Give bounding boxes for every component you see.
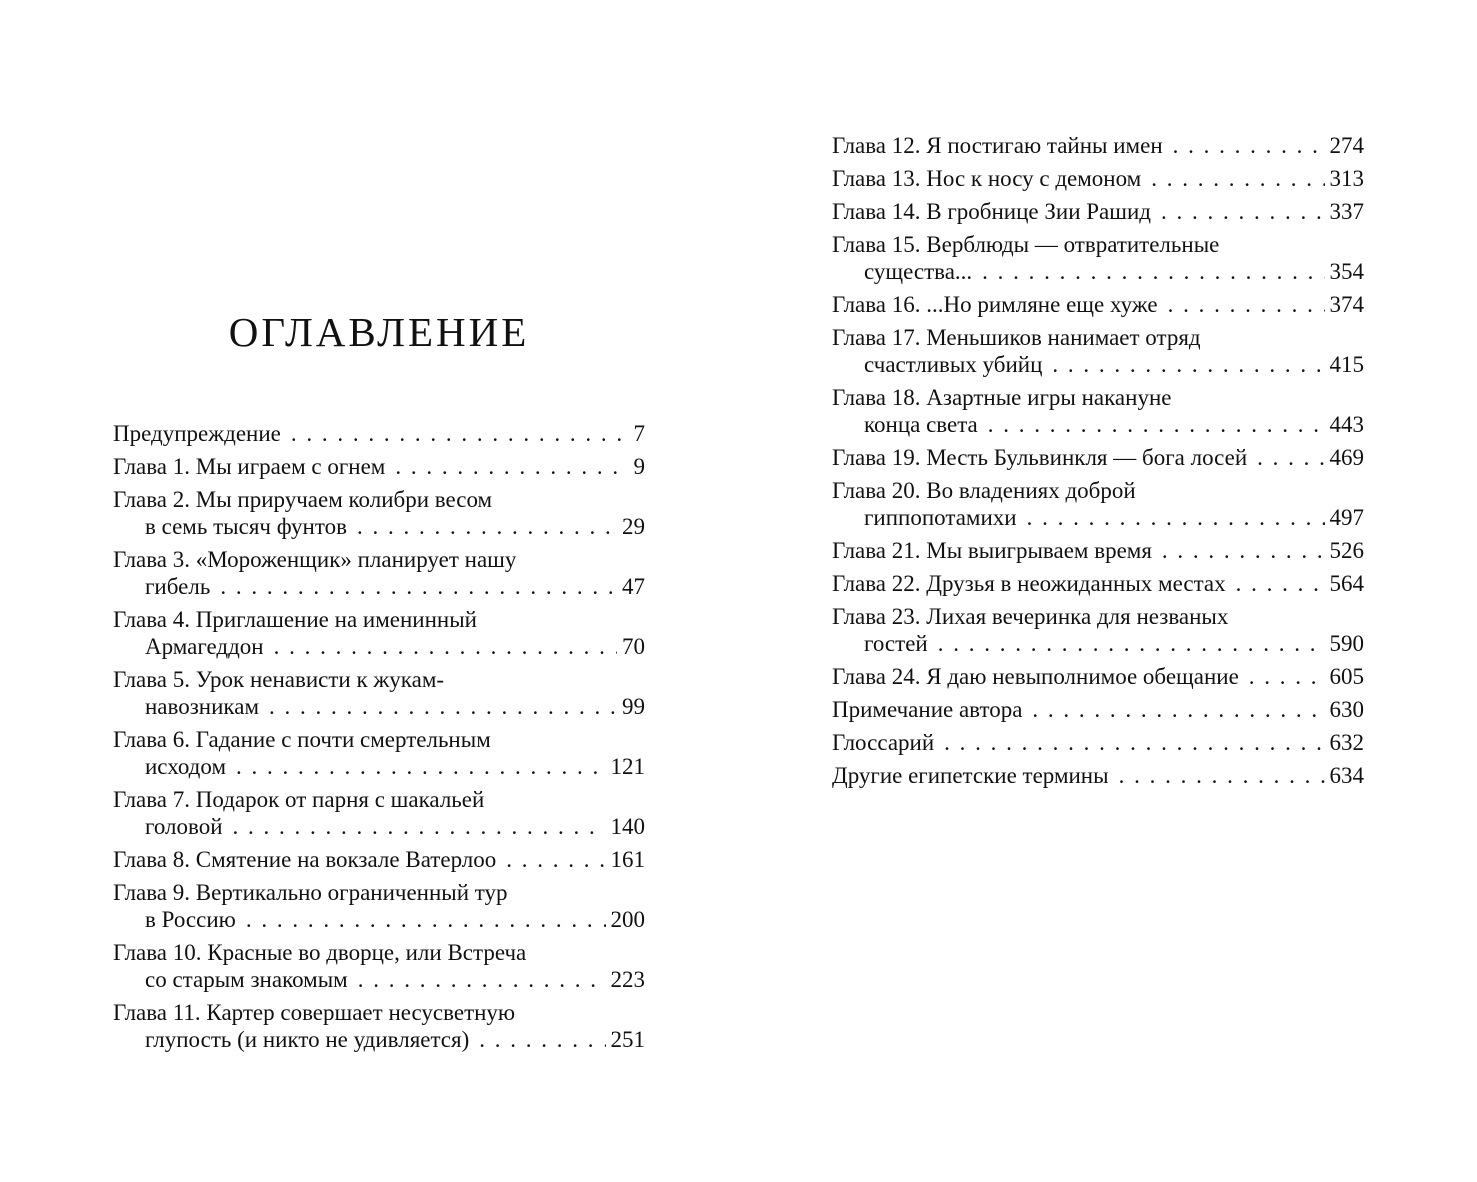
dot-leader: [1168, 291, 1325, 318]
toc-page-number: 140: [610, 814, 645, 839]
toc-entry-line: [113, 486, 645, 513]
toc-page-number: 590: [1329, 631, 1364, 656]
toc-page-number: 354: [1329, 259, 1364, 284]
toc-entry-title: Глава 19. Месть Бульвинкля — бога лосей: [832, 445, 1248, 470]
dot-leader: [1173, 132, 1325, 159]
toc-entry-title: Глава 9. Вертикально ограниченный тур: [113, 880, 508, 905]
dot-leader: [1151, 165, 1324, 192]
toc-entry-line: [113, 606, 645, 633]
toc-entry-title: Глава 8. Смятение на вокзале Ватерлоо: [113, 847, 497, 872]
dot-leader: [236, 753, 606, 780]
dot-leader: [246, 906, 606, 933]
dot-leader: [982, 258, 1324, 285]
dot-leader: [220, 573, 617, 600]
toc-entry-line: [113, 846, 645, 873]
dot-leader: [1119, 762, 1325, 789]
toc-entry: [832, 729, 1364, 756]
toc-entry-line: [113, 999, 645, 1026]
toc-page-number: 313: [1329, 166, 1364, 191]
dot-leader: [1052, 351, 1324, 378]
toc-entry-line: [832, 165, 1364, 192]
toc-entry-line: [832, 537, 1364, 564]
dot-leader: [479, 1026, 605, 1053]
toc-entry: [113, 999, 645, 1053]
toc-entry-line: [113, 813, 645, 840]
dot-leader: [1236, 570, 1325, 597]
toc-entry-title: Глава 20. Во владениях доброй: [832, 478, 1136, 503]
toc-entry: [832, 231, 1364, 285]
toc-entry-line: [832, 444, 1364, 471]
toc-entry-line: [832, 762, 1364, 789]
toc-entry-title: Глава 23. Лихая вечеринка для незваных: [832, 604, 1229, 629]
toc-entry-title: Глава 7. Подарок от парня с шакальей: [113, 787, 485, 812]
toc-entry-line: [832, 477, 1364, 504]
toc-entry-line: [832, 663, 1364, 690]
dot-leader: [395, 453, 628, 480]
toc-page-number: 29: [622, 514, 645, 539]
dot-leader: [357, 513, 617, 540]
toc-entry-line: [832, 411, 1364, 438]
toc-entry-title: исходом: [145, 754, 226, 779]
toc-page-number: 564: [1329, 571, 1364, 596]
toc-entry-line: [113, 753, 645, 780]
toc-page-number: 121: [610, 754, 645, 779]
toc-entry-title: Глава 22. Друзья в неожиданных местах: [832, 571, 1226, 596]
toc-entry-title: счастливых убийц: [864, 352, 1043, 377]
toc-entry-title: Глава 4. Приглашение на именинный: [113, 607, 477, 632]
toc-page-number: 70: [622, 634, 645, 659]
toc-entry-line: [832, 198, 1364, 225]
toc-entry: [113, 486, 645, 540]
toc-entry-title: Предупреждение: [113, 421, 281, 446]
toc-entry: [832, 477, 1364, 531]
toc-entry-line: [832, 729, 1364, 756]
toc-page-number: 497: [1329, 505, 1364, 530]
toc-entry: [832, 696, 1364, 723]
toc-page-number: 274: [1329, 133, 1364, 158]
toc-entry-line: [113, 666, 645, 693]
toc-entry-line: [832, 504, 1364, 531]
toc-entry-line: [832, 603, 1364, 630]
toc-entry: [113, 846, 645, 873]
dot-leader: [269, 693, 617, 720]
dot-leader: [358, 966, 606, 993]
toc-entry: [113, 420, 645, 447]
toc-page-number: 443: [1329, 412, 1364, 437]
toc-entry-title: Глава 15. Верблюды — отвратительные: [832, 232, 1220, 257]
toc-entry-line: [113, 726, 645, 753]
toc-entry-line: [832, 258, 1364, 285]
toc-entry-title: гостей: [864, 631, 928, 656]
toc-entry: [113, 939, 645, 993]
toc-entry-line: [832, 132, 1364, 159]
toc-entry-title: со старым знакомым: [145, 967, 348, 992]
toc-entry-title: Глава 11. Картер совершает несусветную: [113, 1000, 516, 1025]
toc-entry-title: Глава 2. Мы приручаем колибри весом: [113, 487, 493, 512]
toc-entry-line: [832, 630, 1364, 657]
toc-entry-line: [113, 693, 645, 720]
toc-entry-title: навозникам: [145, 694, 260, 719]
toc-entry-line: [113, 966, 645, 993]
toc-entry-line: [832, 231, 1364, 258]
toc-entry: [832, 384, 1364, 438]
dot-leader: [1032, 696, 1324, 723]
toc-entry-title: Глава 6. Гадание с почти смертельным: [113, 727, 491, 752]
toc-entry-line: [832, 384, 1364, 411]
toc-entry: [832, 537, 1364, 564]
toc-entry-title: Глава 17. Меньшиков нанимает отряд: [832, 325, 1201, 350]
toc-entry-title: Армагеддон: [145, 634, 264, 659]
toc-entry-line: [832, 351, 1364, 378]
toc-entry: [113, 606, 645, 660]
dot-leader: [274, 633, 617, 660]
toc-entry-line: [113, 786, 645, 813]
toc-entry: [113, 786, 645, 840]
toc-entry-line: [113, 939, 645, 966]
toc-entry: [832, 570, 1364, 597]
dot-leader: [233, 813, 606, 840]
dot-leader: [988, 411, 1325, 438]
dot-leader: [1162, 537, 1325, 564]
toc-page-number: 7: [633, 421, 645, 446]
toc-entry-title: глупость (и никто не удивляется): [145, 1027, 470, 1052]
toc-entry: [113, 453, 645, 480]
toc-column-right: [832, 132, 1364, 795]
toc-entry: [832, 762, 1364, 789]
toc-entry-title: Глава 5. Урок ненависти к жукам-: [113, 667, 445, 692]
toc-page-number: 634: [1329, 763, 1364, 788]
toc-entry-line: [113, 906, 645, 933]
toc-entry-title: в Россию: [145, 907, 236, 932]
dot-leader: [1249, 663, 1325, 690]
toc-entry-title: Глава 24. Я даю невыполнимое обещание: [832, 664, 1239, 689]
toc-entry-title: Глава 13. Нос к носу с демоном: [832, 166, 1142, 191]
dot-leader: [1257, 444, 1324, 471]
dot-leader: [1161, 198, 1325, 225]
dot-leader: [506, 846, 605, 873]
toc-page-number: 161: [610, 847, 645, 872]
toc-entry-title: конца света: [864, 412, 978, 437]
toc-entry-title: в семь тысяч фунтов: [145, 514, 347, 539]
toc-page-number: 632: [1329, 730, 1364, 755]
toc-page-number: 526: [1329, 538, 1364, 563]
page-title: ОГЛАВЛЕНИЕ: [228, 309, 530, 355]
toc-page-number: 99: [622, 694, 645, 719]
toc-entry-title: Примечание автора: [832, 697, 1023, 722]
toc-page-number: 469: [1329, 445, 1364, 470]
toc-entry-line: [832, 570, 1364, 597]
toc-entry-line: [832, 291, 1364, 318]
toc-entry: [832, 663, 1364, 690]
toc-entry: [113, 666, 645, 720]
toc-entry-line: [113, 1026, 645, 1053]
toc-entry-line: [113, 546, 645, 573]
toc-entry-title: Глава 3. «Мороженщик» планирует нашу: [113, 547, 517, 572]
toc-entry-title: головой: [145, 814, 223, 839]
toc-entry-line: [113, 453, 645, 480]
toc-page-number: 630: [1329, 697, 1364, 722]
toc-entry-title: Глава 14. В гробнице Зии Рашид: [832, 199, 1151, 224]
toc-page-number: 9: [633, 454, 645, 479]
toc-entry: [832, 324, 1364, 378]
toc-entry-line: [113, 573, 645, 600]
toc-column-left: [113, 420, 645, 1059]
toc-entry: [832, 165, 1364, 192]
toc-entry-title: гибель: [145, 574, 211, 599]
dot-leader: [1027, 504, 1325, 531]
toc-entry: [113, 546, 645, 600]
toc-entry-line: [832, 324, 1364, 351]
toc-entry-title: Глава 12. Я постигаю тайны имен: [832, 133, 1163, 158]
dot-leader: [944, 729, 1324, 756]
toc-entry: [832, 603, 1364, 657]
toc-page-number: 374: [1329, 292, 1364, 317]
toc-page-number: 251: [610, 1027, 645, 1052]
toc-entry: [113, 726, 645, 780]
toc-entry: [832, 444, 1364, 471]
toc-entry-line: [113, 633, 645, 660]
toc-entry-title: Глоссарий: [832, 730, 935, 755]
toc-entry-title: гиппопотамихи: [864, 505, 1017, 530]
toc-entry-line: [113, 879, 645, 906]
toc-page-number: 200: [610, 907, 645, 932]
toc-page-number: 47: [622, 574, 645, 599]
toc-entry: [113, 879, 645, 933]
toc-entry-title: Глава 10. Красные во дворце, или Встреча: [113, 940, 527, 965]
toc-page-number: 337: [1329, 199, 1364, 224]
toc-page-number: 605: [1329, 664, 1364, 689]
dot-leader: [291, 420, 629, 447]
toc-entry-title: Глава 21. Мы выигрываем время: [832, 538, 1152, 563]
toc-entry-title: существа...: [864, 259, 973, 284]
toc-page-number: 415: [1329, 352, 1364, 377]
toc-entry-line: [113, 420, 645, 447]
toc-entry-line: [832, 696, 1364, 723]
toc-entry-title: Глава 18. Азартные игры накануне: [832, 385, 1172, 410]
toc-entry-title: Глава 1. Мы играем с огнем: [113, 454, 386, 479]
toc-page-number: 223: [610, 967, 645, 992]
toc-entry: [832, 198, 1364, 225]
toc-entry-line: [113, 513, 645, 540]
dot-leader: [938, 630, 1325, 657]
toc-entry-title: Глава 16. ...Но римляне еще хуже: [832, 292, 1158, 317]
toc-entry: [832, 291, 1364, 318]
toc-entry-title: Другие египетские термины: [832, 763, 1109, 788]
toc-entry: [832, 132, 1364, 159]
